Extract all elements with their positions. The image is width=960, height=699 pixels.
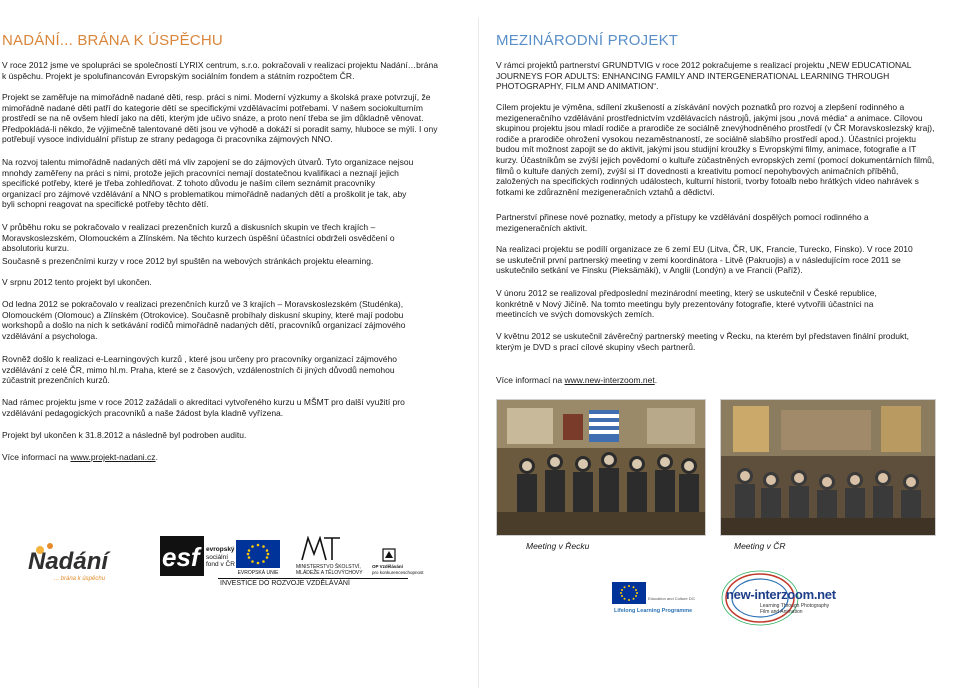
photo-meeting-cr-image bbox=[721, 400, 935, 535]
eu-flag-small-icon bbox=[612, 582, 646, 604]
esf-caption-line: evropský bbox=[206, 546, 235, 553]
paragraph: Projekt byl ukončen k 31.8.2012 a následně byl podroben auditu. bbox=[2, 430, 247, 440]
esf-caption-line: fond v ČR bbox=[206, 561, 235, 568]
paragraph: V průběhu roku se pokračovalo v realizaci prezenčních kurzů a diskusních skupin ve třech krajích – Moravskoslezském, Olomouckém a Zlínském. Na těchto kurzech úspěšní účastníci obdrželi osvědčení o absolutoriu kurzu. bbox=[2, 222, 395, 254]
paragraph: Na realizaci projektu se podílí organizace ze 6 zemí EU (Litva, ČR, UK, Francie, Turecko, Finsko). V roce 2010 se uskutečnil první partnerský meeting v zemi koordinátora - Litvě (Pakruojis) a v následujícím roce 2011 se uskutečnilo setkání ve Finsku (Pieksämäki), v Anglii (Londýn) a ve Francii (Paříž). bbox=[496, 244, 913, 276]
interzoom-logo-text: new-interzoom.net bbox=[726, 587, 836, 602]
op-logo-icon bbox=[382, 548, 396, 562]
more-info-prefix: Více informací na bbox=[2, 452, 71, 462]
more-info-prefix: Více informací na bbox=[496, 375, 565, 385]
link-new-interzoom[interactable]: www.new-interzoom.net bbox=[564, 375, 655, 385]
interzoom-caption-line: Learning Through Photography bbox=[760, 603, 830, 609]
more-info-suffix: . bbox=[155, 452, 158, 462]
msmt-logo-icon bbox=[300, 536, 344, 562]
eu-stars-small-icon bbox=[612, 582, 646, 604]
paragraph: V roce 2012 jsme ve spolupráci se společností LYRIX centrum, s.r.o. pokračovali v realizaci projektu Nadání…brána k úspěchu. Projekt je spolufinancován Evropským sociálním fondem a státním rozpočtem ČR. bbox=[2, 60, 438, 81]
msmt-caption bbox=[296, 564, 363, 576]
esf-logo-text: esf bbox=[162, 542, 200, 572]
column-divider bbox=[478, 18, 479, 688]
interzoom-logo bbox=[716, 570, 836, 626]
llp-caption-programme: Lifelong Learning Programme bbox=[614, 608, 693, 614]
paragraph-more-info bbox=[496, 375, 916, 386]
op-caption-line: OP Vzdělávání bbox=[372, 564, 403, 569]
investice-caption: INVESTICE DO ROZVOJE VZDĚLÁVÁNÍ bbox=[220, 580, 350, 587]
nadani-logo-subtitle: ... brána k úspěchu bbox=[54, 576, 106, 582]
paragraph: V srpnu 2012 tento projekt byl ukončen. bbox=[2, 277, 152, 287]
esf-caption-line: sociální bbox=[206, 553, 229, 561]
paragraph: Projekt se zaměřuje na mimořádně nadané děti, resp. práci s nimi. Moderní výzkumy a školská praxe potvrzují, že mimořádně nadané děti patří do kategorie dětí se specifickými vzdělávacími potřebami. V našem sociokulturním prostředí se na ně ovšem hledí jako na děti, kterým jde učivo snáze, a proto není třeba se jim důkladně věnovat. Předpokládá-li někdo, že výjimečně talentované děti jsou ve výhodě a dokáží si poradit samy, hluboce se mýlí. I ony potřebují vysoce individuální přístup ze strany pedagoga či pracovníka zájmových NNO. bbox=[2, 92, 438, 145]
interzoom-caption-line: Film and Animation bbox=[760, 609, 803, 615]
paragraph: V únoru 2012 se realizoval předposlední mezinárodní meeting, který se uskutečnil v České republice, konkrétně v Nový Jičíně. Na tomto meetingu byly prezentovány fotografie, které vytvořili účastníci na meetincích ve svých domovských zemích. bbox=[496, 288, 877, 320]
paragraph: Současně s prezenčními kurzy v roce 2012 byl spuštěn na webových stránkách projektu elearning. bbox=[2, 256, 374, 266]
esf-logo-caption bbox=[206, 546, 235, 569]
llp-logo bbox=[612, 582, 704, 618]
paragraph: Na rozvoj talentu mimořádně nadaných dětí má vliv zapojení se do zájmových útvarů. Tyto organizace nejsou mnohdy zaměřeny na práci s nimi, protože jejich pracovníci nemají dostatečnou kvalifikaci a neznají jejich specifické potřeby, které je třeba zohledňovat. Z tohoto důvodu je naším cílem seznámit pracovníky organizací pro zájmové vzdělávání a NNO s problematikou mimořádně nadaných dětí a proškolit je tak, aby byli schopni reagovat na specifické potřeby těchto dětí. bbox=[2, 157, 414, 210]
eu-caption: EVROPSKÁ UNIE bbox=[237, 570, 279, 576]
eu-flag-icon bbox=[236, 540, 280, 568]
msmt-caption-line: MINISTERSTVO ŠKOLSTVÍ, bbox=[296, 564, 361, 570]
esf-logo-bar bbox=[160, 536, 470, 588]
paragraph-more-info bbox=[2, 452, 442, 463]
nadani-logo-text: Nadání bbox=[28, 548, 109, 575]
section-title-international: MEZINÁRODNÍ PROJEKT bbox=[496, 32, 679, 49]
msmt-caption-line: MLÁDEŽE A TĚLOVÝCHOVY bbox=[296, 570, 363, 576]
op-caption-line: pro konkurenceschopnost bbox=[372, 569, 424, 575]
photo-meeting-greece-image bbox=[497, 400, 705, 535]
paragraph: Cílem projektu je výměna, sdílení zkušeností a získávání nových poznatků pro rozvoj a zlepšení rodinného a mezigeneračního vzdělávání prostřednictvím vzdělávacích nástrojů, jakými jsou „nová média“ a animace. Cílovou skupinou projektu jsou mladí rodiče a prarodiče ze sociálně znevýhodněného prostředí (v ČR Moravskoslezský kraj), rodiče a prarodiče ohrožení vysokou nezaměstnaností, ze sociálně slabšího prostředí apod.). Účastníci projektu budou mít možnost zapojit se do aktivit, jakými jsou studijní kroužky s Evropskými filmy, animace, fotografie a IT kurzy. Účastníkům se zvýší jejich povědomí o kultuře zúčastněných evropských zemí (pomocí dokumentárních filmů, filmů o kultuře daných zemí), zvýší si IT dovednosti a kreativitu pomocí nepohybových animačních příběhů, založených na specifických rodinných událostech, kulturní historii, tvorby fotoalb nebo hrátkých video nahrávek s fotkami ke zdůraznění mezigeneračních vztahů a dědictví. bbox=[496, 102, 935, 197]
nadani-logo bbox=[28, 540, 128, 580]
caption-meeting-cr: Meeting v ČR bbox=[734, 541, 786, 551]
caption-meeting-greece: Meeting v Řecku bbox=[526, 541, 590, 551]
eu-stars-icon bbox=[236, 540, 280, 568]
llp-caption-dg: Education and Culture DG bbox=[648, 596, 695, 601]
paragraph: Partnerství přinese nové poznatky, metody a přístupy ke vzdělávání dospělých pomocí rodinného a mezigeneračních aktivit. bbox=[496, 212, 869, 233]
photo-meeting-cr bbox=[720, 399, 936, 536]
paragraph: Od ledna 2012 se pokračovalo v realizaci prezenčních kurzů ve 3 krajích – Moravskoslezském (Studénka), Olomouckém (Olomouc) a Zlínském (Otrokovice). Současně probíhaly diskusní skupiny, které mají podobu workshopů a došlo na nich k setkávání rodičů mimořádně nadaných dětí, pracovníků organizací zájmového vzdělávání a psychologa. bbox=[2, 299, 406, 341]
photo-meeting-greece bbox=[496, 399, 706, 536]
op-caption bbox=[372, 564, 424, 575]
section-title-nadani: NADÁNÍ... BRÁNA K ÚSPĚCHU bbox=[2, 32, 223, 49]
more-info-suffix: . bbox=[654, 375, 658, 385]
esf-logo-block bbox=[160, 536, 204, 576]
paragraph: V rámci projektů partnerství GRUNDTVIG v roce 2012 pokračujeme s realizací projektu „NEW EDUCATIONAL JOURNEYS FOR ADULTS: ENHANCING FAMILY AND INTERGENERATIONAL LEARNING THROUGH PHOTOGRAPHY, FILM AND ANIMATION“. bbox=[496, 60, 912, 92]
paragraph: Nad rámec projektu jsme v roce 2012 zažádali o akreditaci vytvořeného kurzu u MŠMT pro další využití pro vzdělávání pedagogických pracovníků a naše žádost byla kladně vyřízena. bbox=[2, 397, 405, 418]
logo-divider-line bbox=[218, 578, 408, 579]
paragraph: Rovněž došlo k realizaci e-Learningových kurzů , které jsou určeny pro pracovníky organizací zájmového vzdělávání z celé ČR, mimo hl.m. Praha, které se z časových, vzdálenostních či jiných důvodů nemohou zúčastnit prezenčních kurzů. bbox=[2, 354, 397, 386]
interzoom-caption bbox=[760, 603, 829, 615]
paragraph: V květnu 2012 se uskutečnil závěrečný partnerský meeting v Řecku, na kterém byl představen finální produkt, kterým je DVD s prací cílové skupiny všech partnerů. bbox=[496, 331, 909, 352]
link-projekt-nadani[interactable]: www.projekt-nadani.cz bbox=[70, 452, 156, 462]
